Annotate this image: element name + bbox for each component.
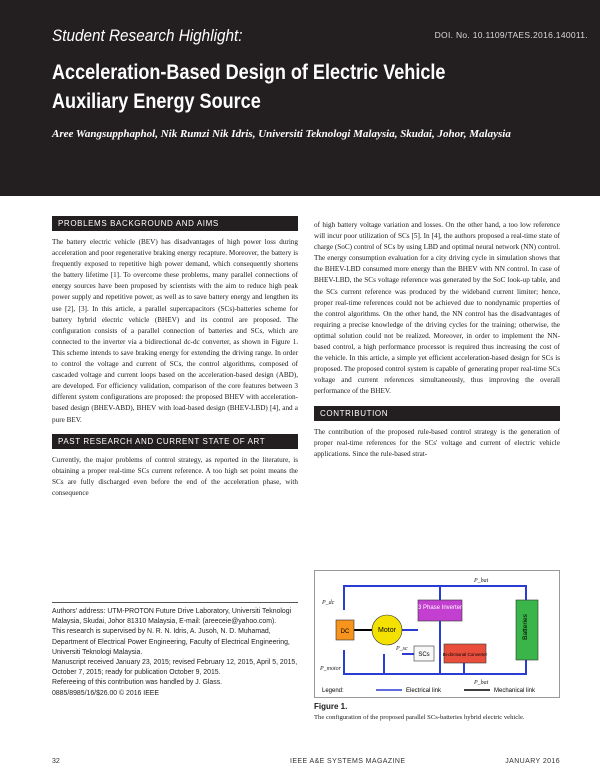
- converter-label: Bi-dirctional Converter: [442, 652, 488, 657]
- authors: Aree Wangsupphaphol, Nik Rumzi Nik Idris, Universiti Teknologi Malaysia, Skudai, Johor, Malaysia: [52, 128, 511, 140]
- kicker: Student Research Highlight:: [52, 26, 243, 45]
- motor-label: Motor: [378, 627, 396, 634]
- left-column: [52, 216, 298, 499]
- batteries-label: Batteries: [522, 614, 529, 640]
- contribution-text: The contribution of the proposed rule-based control strategy is the generation of proper real-time references for the SCs' voltage and current of electric vehicle applications. Since the rule-based strat-: [314, 427, 560, 458]
- p-bat-lower-label: P_bat: [474, 680, 489, 686]
- figure-caption-title: Figure 1.: [314, 702, 348, 711]
- section-heading-problems: PROBLEMS BACKGROUND AND AIMS: [52, 216, 298, 231]
- section-heading-past: PAST RESEARCH AND CURRENT STATE OF ART: [52, 434, 298, 449]
- scs-label: SCs: [418, 652, 430, 658]
- footnote-address: Authors' address: UTM-PROTON Future Drive Laboratory, Universiti Teknologi Malaysia, Skudai, Johor 81310 Malaysia, E-mail: (areeceie@yahoo.com).: [52, 608, 292, 626]
- footnote-supervision: This research is supervised by N. R. N. Idris, A. Jusoh, N. D. Muhamad, Department of Electrical Power Engineering, Faculty of Electrical Engineering, Universiti Teknologi Malaysia.: [52, 628, 290, 656]
- legend-label: Legend:: [322, 688, 344, 694]
- inverter-label: 3 Phase Inverter: [417, 605, 463, 611]
- right-continuation-text: of high battery voltage variation and losses. On the other hand, a too low reference will incur poor utilization of SCs [5]. In [4], the authors proposed a real-time state of charge (SoC) control of SCs by using LBD and optimal neural network (NN) control. The energy consumption evaluation for a city driving cycle in simulation shows that the BHEV-LBD consumed more energy than the BHEV with NN control. In case of BHEV-LBD, the SCs voltage reference was generated by the SoC look-up table, and the SCs current reference was produced by the wideband current limiter; hence, proper real-time references could not be achieved due to nondynamic properties of the control algorithms. On the other hand, the NN control has the disadvantages of requiring a precise knowledge of the driving cycles for the training; otherwise, the optimal solution could not be realized. Moreover, in order to implement the NN-based control, a high performance processor is required thus increasing the cost of the vehicle. In this article, a simple yet efficient acceleration-based design for SCs is proposed. The proposed control system is capable of generating proper real-time SCs voltage and current references simultaneously, thus improving the overall performance of the BHEV.: [314, 221, 560, 396]
- dc-label: DC: [340, 629, 350, 635]
- right-column: [314, 220, 560, 460]
- magazine-name: IEEE A&E SYSTEMS MAGAZINE: [290, 758, 406, 765]
- p-dc-label: P_dc: [322, 600, 335, 606]
- issue-date: JANUARY 2016: [505, 758, 560, 765]
- page-number: 32: [52, 758, 60, 765]
- problems-text: The battery electric vehicle (BEV) has disadvantages of high power loss during acceleration and poor regenerative braking energy recapture. Moreover, the battery is frequently exposed to repetitive high power demand, which consequently shortens the battery lifetime [1]. To overcome these problems, many parallel connections of energy sources have been proposed by scientists with the aim to reduce high peak power supply and repetitive power, as well as to save battery energy and lengthen its use [2], [3]. In this article, a parallel supercapacitors (SCs)-batteries scheme for battery hybrid electric vehicle (BHEV) and its control are proposed. The configuration consists of a parallel connection of batteries and SCs, which are connected to the inverter via a bidirectional dc-dc converter, as shown in Figure 1. This scheme intends to save braking energy for extending the driving range. In order to control the voltage and current of SCs, the control algorithms, composed of cascaded voltage and current loops based on the acceleration-based design (ABD), are developed. For efficiency validation, comparison of the core features between 3 different system configurations are proposed: the proposed BHEV with acceleration-based design (BHEV-ABD), BHEV with load-based design (BHEV-LBD) [4], and a pure BEV.: [52, 238, 298, 424]
- legend-mechanical-label: Mechanical link: [494, 688, 536, 694]
- p-bat-label: P_bat: [474, 578, 489, 584]
- footnote-copyright: 0885/8985/16/$26.00 © 2016 IEEE: [52, 689, 159, 697]
- figure-caption: The configuration of the proposed parallel SCs-batteries hybrid electric vehicle.: [314, 714, 525, 721]
- article-header: [0, 0, 600, 196]
- legend-electrical-label: Electrical link: [406, 688, 442, 694]
- past-text: Currently, the major problems of control strategy, as reported in the literature, is obtaining a proper real-time SCs current reference. A too high set point means the SCs are fully discharged even before the end of the acceleration phase, with consequence: [52, 455, 298, 497]
- p-sc-label: P_sc: [396, 646, 408, 652]
- author-footnote: [52, 602, 298, 699]
- figure-1-diagram: [314, 570, 560, 698]
- article-title: Acceleration-Based Design of Electric Vehicle Auxiliary Energy Source: [52, 61, 446, 113]
- footnote-refereeing: Refereeing of this contribution was handled by J. Glass.: [52, 679, 223, 687]
- footnote-manuscript: Manuscript received January 23, 2015; revised February 12, 2015, April 5, 2015, October 7, 2015; ready for publication October 9, 2015.: [52, 659, 298, 677]
- section-heading-contribution: CONTRIBUTION: [314, 406, 560, 421]
- p-motor-label: P_motor: [320, 666, 341, 672]
- doi: DOI. No. 10.1109/TAES.2016.140011.: [434, 30, 588, 40]
